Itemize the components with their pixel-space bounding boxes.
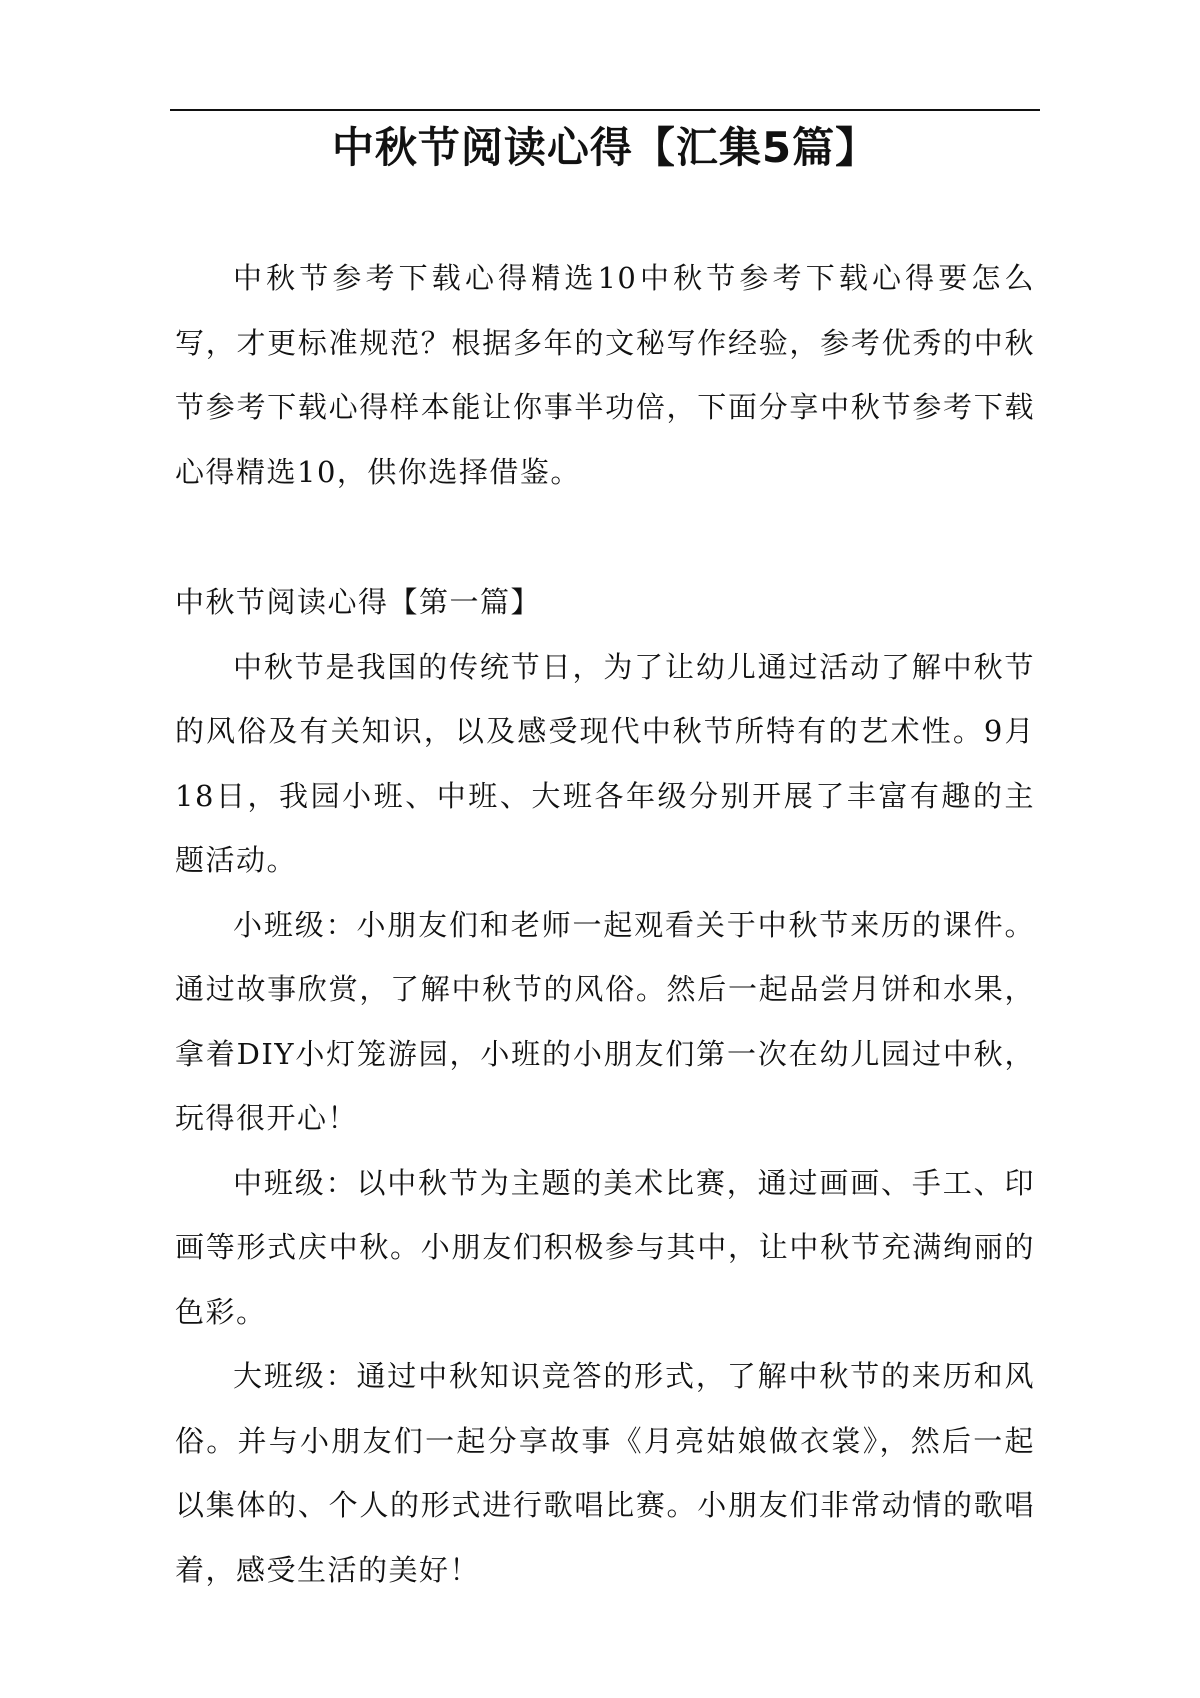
intro-paragraph: 中秋节参考下载心得精选10中秋节参考下载心得要怎么写，才更标准规范？根据多年的文秘写作经验，参考优秀的中秋节参考下载心得样本能让你事半功倍，下面分享中秋节参考下载心得精选10，供你选择借鉴。 [175,261,1035,489]
body-paragraph: 中班级：以中秋节为主题的美术比赛，通过画画、手工、印画等形式庆中秋。小朋友们积极参与其中，让中秋节充满绚丽的色彩。 [175,1165,1035,1329]
section-heading: 中秋节阅读心得【第一篇】 [175,585,542,619]
body-paragraph: 大班级：通过中秋知识竞答的形式，了解中秋节的来历和风俗。并与小朋友们一起分享故事《月亮姑娘做衣裳》，然后一起以集体的、个人的形式进行歌唱比赛。小朋友们非常动情的歌唱着，感受生活的美好！ [175,1359,1035,1587]
section-spacer [175,504,1035,570]
header-rule [170,109,1040,111]
document-body [175,246,1035,1602]
body-paragraph: 小班级：小朋友们和老师一起观看关于中秋节来历的课件。通过故事欣赏，了解中秋节的风俗。然后一起品尝月饼和水果，拿着DIY小灯笼游园，小班的小朋友们第一次在幼儿园过中秋，玩得很开心！ [175,907,1035,1135]
document-title: 中秋节阅读心得【汇集5篇】 [331,123,879,172]
body-paragraph: 中秋节是我国的传统节日，为了让幼儿通过活动了解中秋节的风俗及有关知识，以及感受现代中秋节所特有的艺术性。9月18日，我园小班、中班、大班各年级分别开展了丰富有趣的主题活动。 [175,649,1035,877]
